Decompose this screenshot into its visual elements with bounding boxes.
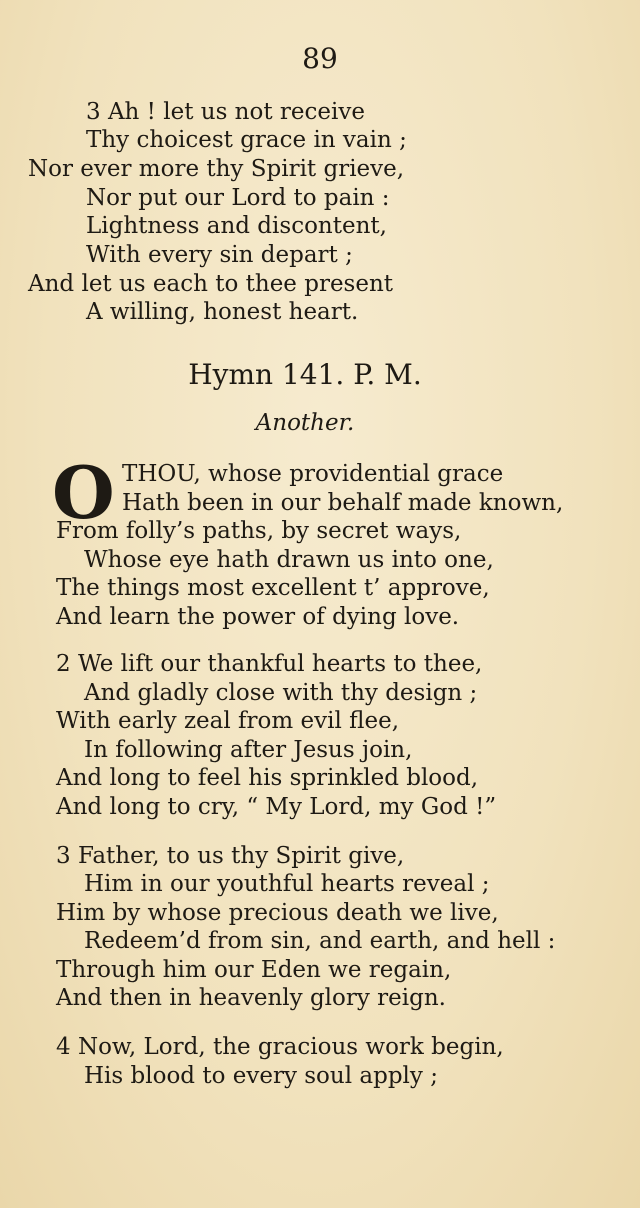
verse-line: The things most excellent t’ approve, xyxy=(56,575,490,601)
verse-line: With every sin depart ; xyxy=(86,242,353,268)
verse-line: Hath been in our behalf made known, xyxy=(122,490,564,516)
verse-line: 4 Now, Lord, the gracious work begin, xyxy=(56,1034,504,1060)
verse-line: Nor ever more thy Spirit grieve, xyxy=(28,156,405,182)
verse-line: Redeem’d from sin, and earth, and hell : xyxy=(84,928,556,954)
verse-line: Lightness and discontent, xyxy=(86,213,387,239)
verse-line: A willing, honest heart. xyxy=(86,299,359,325)
verse-line: And long to cry, “ My Lord, my God !” xyxy=(56,794,497,820)
verse-line: His blood to every soul apply ; xyxy=(84,1063,438,1089)
verse-line: Him in our youthful hearts reveal ; xyxy=(84,871,490,897)
verse-line: And learn the power of dying love. xyxy=(56,604,460,630)
verse-line: Thy choicest grace in vain ; xyxy=(86,127,407,153)
verse-line: 3 Ah ! let us not receive xyxy=(86,99,365,125)
verse-line: In following after Jesus join, xyxy=(84,737,413,763)
page-number: 89 xyxy=(302,42,338,75)
drop-cap: O xyxy=(52,450,115,535)
verse-line: Him by whose precious death we live, xyxy=(56,900,499,926)
verse-line: Whose eye hath drawn us into one, xyxy=(84,547,494,573)
verse-line: 2 We lift our thankful hearts to thee, xyxy=(56,651,483,677)
verse-line: And long to feel his sprinkled blood, xyxy=(56,765,479,791)
verse-line: From folly’s paths, by secret ways, xyxy=(56,518,462,544)
verse-line: Nor put our Lord to pain : xyxy=(86,185,390,211)
verse-line: And then in heavenly glory reign. xyxy=(56,985,446,1011)
verse-line: With early zeal from evil flee, xyxy=(56,708,400,734)
verse-line: THOU, whose providential grace xyxy=(122,461,504,487)
hymn-title: Hymn 141. P. M. xyxy=(188,358,422,391)
verse-line: And gladly close with thy design ; xyxy=(84,680,478,706)
hymn-subtitle: Another. xyxy=(255,410,355,436)
verse-line: And let us each to thee present xyxy=(28,271,394,297)
verse-line: Through him our Eden we regain, xyxy=(56,957,452,983)
verse-line: 3 Father, to us thy Spirit give, xyxy=(56,843,405,869)
